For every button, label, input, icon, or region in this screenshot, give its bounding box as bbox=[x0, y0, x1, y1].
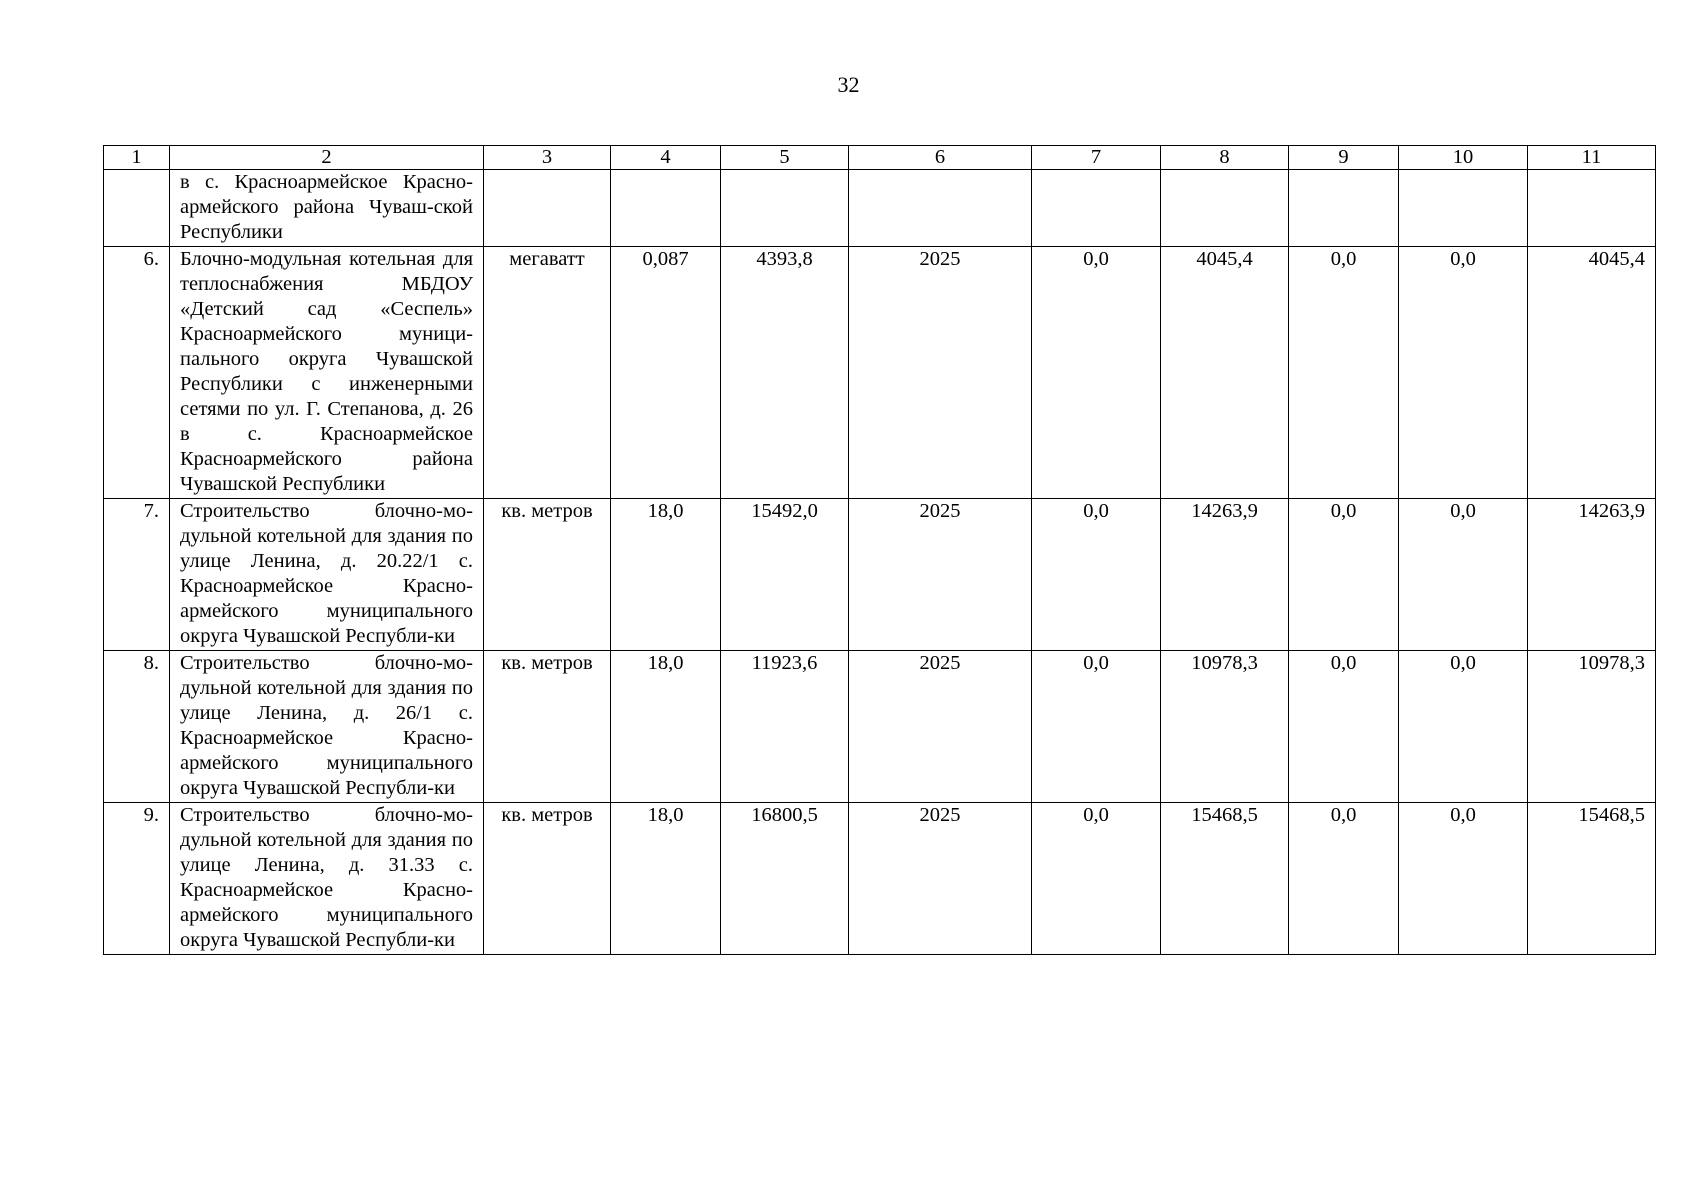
column-number-2: 2 bbox=[170, 146, 484, 170]
value-col-8: 10978,3 bbox=[1161, 651, 1289, 803]
completion-year bbox=[849, 170, 1032, 247]
unit-of-measure: кв. метров bbox=[484, 499, 611, 651]
table-row bbox=[104, 499, 1656, 651]
estimated-cost: 11923,6 bbox=[721, 651, 849, 803]
row-number bbox=[104, 170, 170, 247]
value-col-7: 0,0 bbox=[1032, 499, 1161, 651]
unit-of-measure: кв. метров bbox=[484, 651, 611, 803]
unit-of-measure bbox=[484, 170, 611, 247]
capacity: 18,0 bbox=[611, 803, 721, 955]
column-number-7: 7 bbox=[1032, 146, 1161, 170]
unit-of-measure: мегаватт bbox=[484, 247, 611, 499]
value-col-11: 10978,3 bbox=[1528, 651, 1656, 803]
capacity: 0,087 bbox=[611, 247, 721, 499]
unit-of-measure: кв. метров bbox=[484, 803, 611, 955]
capacity: 18,0 bbox=[611, 499, 721, 651]
value-col-8: 14263,9 bbox=[1161, 499, 1289, 651]
object-name: Строительство блочно-мо-дульной котельной для здания по улице Ленина, д. 31.33 с. Красноармейское Красно-армейского муниципального округа Чувашской Республи-ки bbox=[170, 803, 484, 955]
value-col-7: 0,0 bbox=[1032, 651, 1161, 803]
estimated-cost: 16800,5 bbox=[721, 803, 849, 955]
estimated-cost: 4393,8 bbox=[721, 247, 849, 499]
column-number-11: 11 bbox=[1528, 146, 1656, 170]
value-col-8: 15468,5 bbox=[1161, 803, 1289, 955]
row-number: 9. bbox=[104, 803, 170, 955]
column-number-6: 6 bbox=[849, 146, 1032, 170]
capacity: 18,0 bbox=[611, 651, 721, 803]
column-number-row bbox=[104, 146, 1656, 170]
value-col-9: 0,0 bbox=[1289, 499, 1399, 651]
value-col-10 bbox=[1399, 170, 1528, 247]
value-col-8: 4045,4 bbox=[1161, 247, 1289, 499]
row-number: 6. bbox=[104, 247, 170, 499]
completion-year: 2025 bbox=[849, 803, 1032, 955]
object-name: Строительство блочно-мо-дульной котельной для здания по улице Ленина, д. 20.22/1 с. Красноармейское Красно-армейского муниципального округа Чувашской Республи-ки bbox=[170, 499, 484, 651]
value-col-7: 0,0 bbox=[1032, 247, 1161, 499]
row-number: 8. bbox=[104, 651, 170, 803]
row-number: 7. bbox=[104, 499, 170, 651]
column-number-5: 5 bbox=[721, 146, 849, 170]
value-col-8 bbox=[1161, 170, 1289, 247]
value-col-11: 4045,4 bbox=[1528, 247, 1656, 499]
value-col-10: 0,0 bbox=[1399, 247, 1528, 499]
estimated-cost bbox=[721, 170, 849, 247]
column-number-3: 3 bbox=[484, 146, 611, 170]
object-name: в с. Красноармейское Красно-армейского района Чуваш-ской Республики bbox=[170, 170, 484, 247]
value-col-9 bbox=[1289, 170, 1399, 247]
column-number-10: 10 bbox=[1399, 146, 1528, 170]
value-col-10: 0,0 bbox=[1399, 499, 1528, 651]
value-col-7: 0,0 bbox=[1032, 803, 1161, 955]
value-col-9: 0,0 bbox=[1289, 651, 1399, 803]
value-col-10: 0,0 bbox=[1399, 803, 1528, 955]
column-number-9: 9 bbox=[1289, 146, 1399, 170]
value-col-7 bbox=[1032, 170, 1161, 247]
capacity bbox=[611, 170, 721, 247]
table-row bbox=[104, 651, 1656, 803]
value-col-11 bbox=[1528, 170, 1656, 247]
object-name: Блочно-модульная котельная для теплоснабжения МБДОУ «Детский сад «Сеспель» Красноармейского муници-пального округа Чувашской Республики с инженерными сетями по ул. Г. Степанова, д. 26 в с. Красноармейское Красноармейского района Чувашской Республики bbox=[170, 247, 484, 499]
value-col-9: 0,0 bbox=[1289, 803, 1399, 955]
estimated-cost: 15492,0 bbox=[721, 499, 849, 651]
table-row bbox=[104, 170, 1656, 247]
column-number-4: 4 bbox=[611, 146, 721, 170]
column-number-1: 1 bbox=[104, 146, 170, 170]
completion-year: 2025 bbox=[849, 499, 1032, 651]
table-row bbox=[104, 247, 1656, 499]
completion-year: 2025 bbox=[849, 651, 1032, 803]
page-number: 32 bbox=[837, 72, 860, 97]
investment-objects-table bbox=[103, 145, 1656, 955]
column-number-8: 8 bbox=[1161, 146, 1289, 170]
value-col-11: 15468,5 bbox=[1528, 803, 1656, 955]
value-col-9: 0,0 bbox=[1289, 247, 1399, 499]
value-col-11: 14263,9 bbox=[1528, 499, 1656, 651]
table-row bbox=[104, 803, 1656, 955]
value-col-10: 0,0 bbox=[1399, 651, 1528, 803]
completion-year: 2025 bbox=[849, 247, 1032, 499]
object-name: Строительство блочно-мо-дульной котельной для здания по улице Ленина, д. 26/1 с. Красноармейское Красно-армейского муниципального округа Чувашской Республи-ки bbox=[170, 651, 484, 803]
